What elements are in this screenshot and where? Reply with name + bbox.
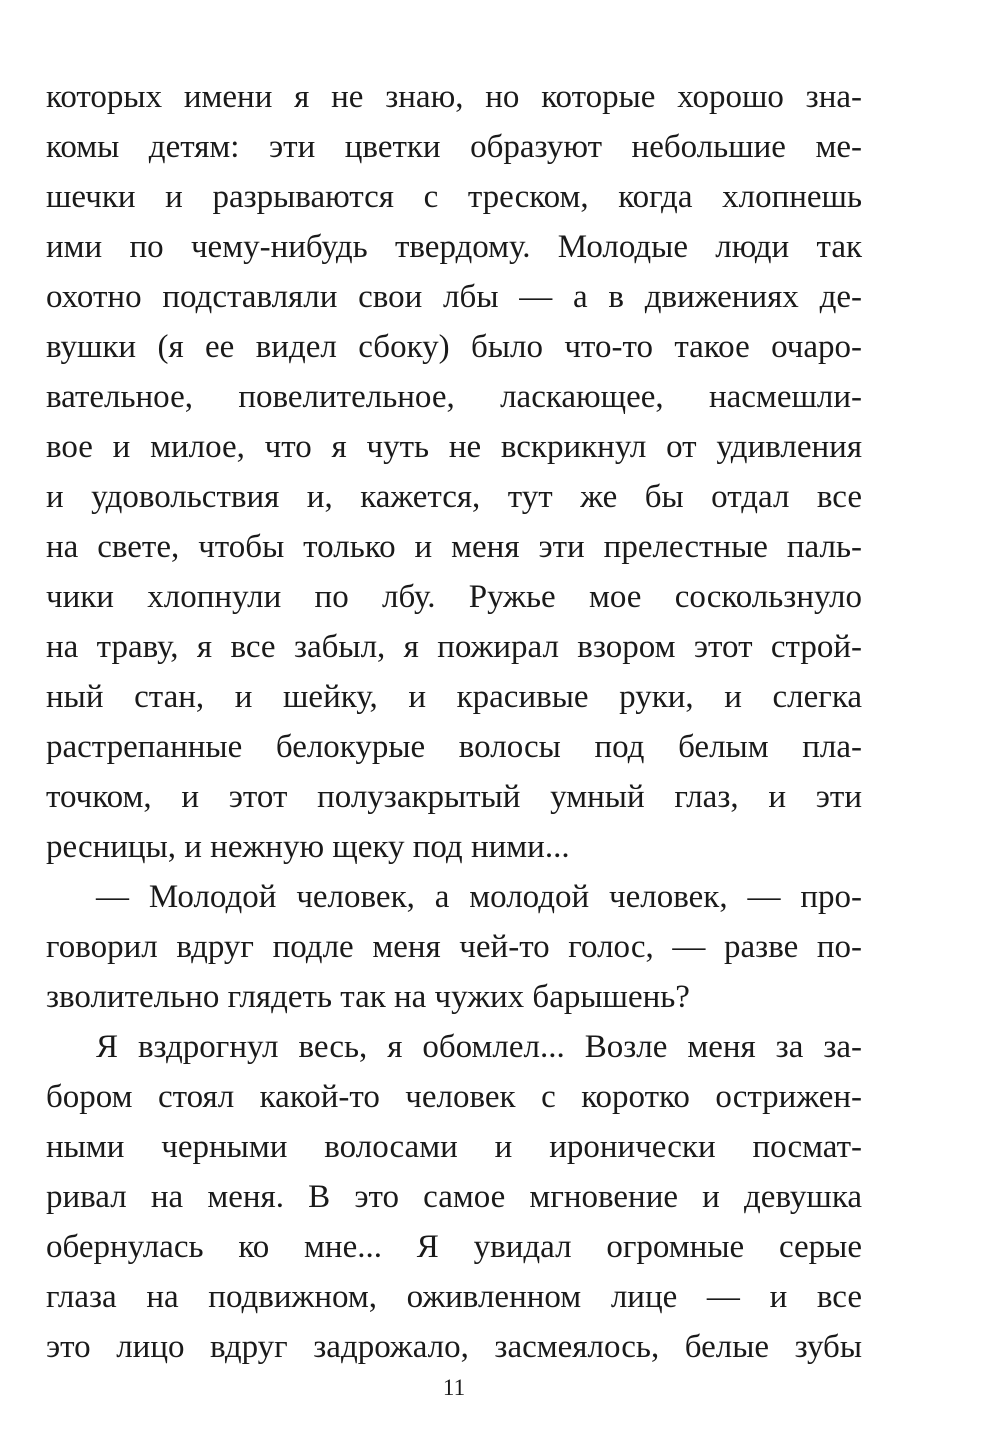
text-line: точком, и этот полузакрытый умный глаз, и эти bbox=[46, 779, 862, 815]
book-page-text bbox=[46, 72, 862, 1372]
text-line: ными черными волосами и иронически посмат- bbox=[46, 1129, 862, 1165]
page-number: 11 bbox=[442, 1375, 466, 1400]
text-line: ими по чему-нибудь твердому. Молодые люди так bbox=[46, 229, 862, 265]
text-line: комы детям: эти цветки образуют небольшие ме- bbox=[46, 129, 862, 165]
text-line: ривал на меня. В это самое мгновение и девушка bbox=[46, 1179, 862, 1215]
text-line: охотно подставляли свои лбы — а в движениях де- bbox=[46, 279, 862, 315]
text-line: вое и милое, что я чуть не вскрикнул от удивления bbox=[46, 429, 862, 465]
text-line: говорил вдруг подле меня чей-то голос, — разве по- bbox=[46, 929, 862, 965]
text-line: на свете, чтобы только и меня эти прелестные паль- bbox=[46, 529, 862, 565]
text-line: вательное, повелительное, ласкающее, насмешли- bbox=[46, 379, 862, 415]
text-line-paragraph-start: — Молодой человек, а молодой человек, — про- bbox=[96, 879, 862, 915]
text-line: и удовольствия и, кажется, тут же бы отдал все bbox=[46, 479, 862, 515]
text-line: зволительно глядеть так на чужих барышень? bbox=[46, 979, 690, 1015]
text-line: ресницы, и нежную щеку под ними... bbox=[46, 829, 570, 865]
text-line: бором стоял какой-то человек с коротко острижен- bbox=[46, 1079, 862, 1115]
text-line: ный стан, и шейку, и красивые руки, и слегка bbox=[46, 679, 862, 715]
text-line-paragraph-start: Я вздрогнул весь, я обомлел... Возле меня за за- bbox=[96, 1029, 862, 1065]
text-line: чики хлопнули по лбу. Ружье мое соскользнуло bbox=[46, 579, 862, 615]
text-line: на траву, я все забыл, я пожирал взором этот строй- bbox=[46, 629, 862, 665]
text-line: вушки (я ее видел сбоку) было что-то такое очаро- bbox=[46, 329, 862, 365]
text-line: глаза на подвижном, оживленном лице — и все bbox=[46, 1279, 862, 1315]
text-line: шечки и разрываются с треском, когда хлопнешь bbox=[46, 179, 862, 215]
text-line: растрепанные белокурые волосы под белым пла- bbox=[46, 729, 862, 765]
text-line: это лицо вдруг задрожало, засмеялось, белые зубы bbox=[46, 1329, 862, 1365]
text-line: которых имени я не знаю, но которые хорошо зна- bbox=[46, 79, 862, 115]
text-line: обернулась ко мне... Я увидал огромные серые bbox=[46, 1229, 862, 1265]
